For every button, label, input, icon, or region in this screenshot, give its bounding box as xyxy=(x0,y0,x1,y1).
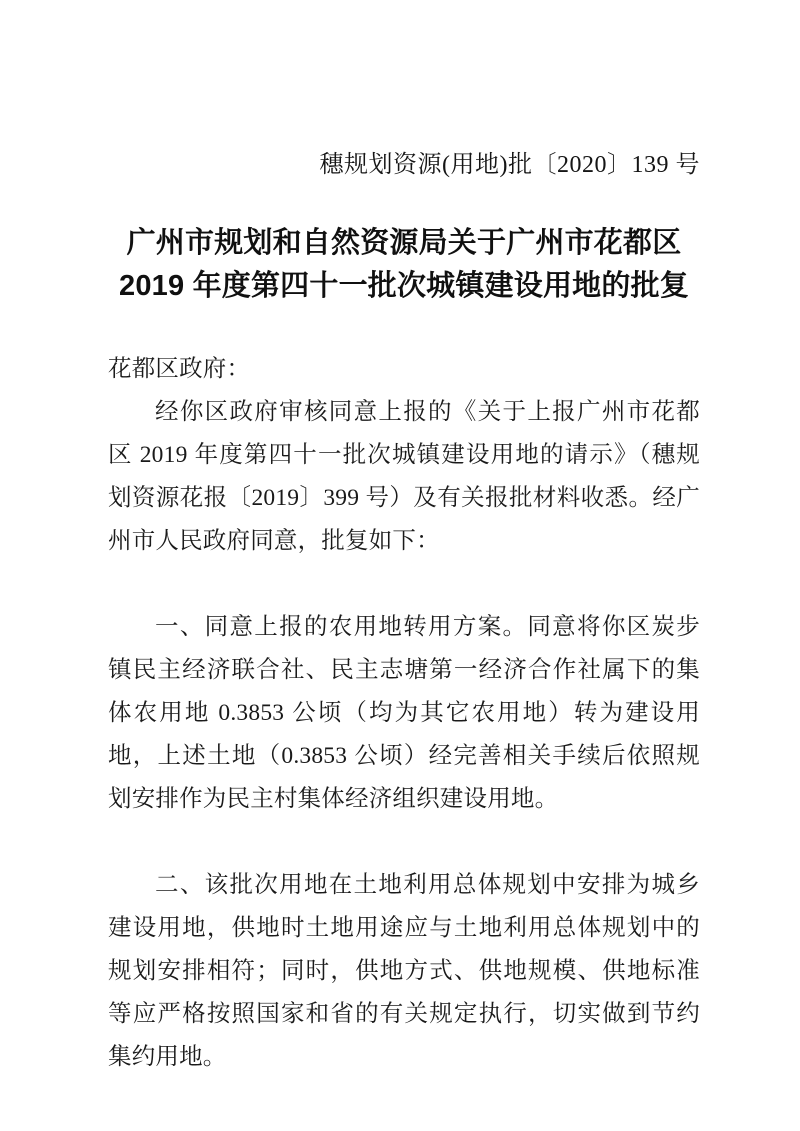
paragraph-item-two: 二、该批次用地在土地利用总体规划中安排为城乡建设用地，供地时土地用途应与土地利用总体规划中的规划安排相符；同时，供地方式、供地规模、供地标准等应严格按照国家和省的有关规定执行，切实做到节约集约用地。 xyxy=(108,872,700,1070)
document-body xyxy=(108,348,700,1079)
document-title xyxy=(108,222,700,308)
document-serial-number: 穗规划资源(用地)批〔2020〕139 号 xyxy=(319,152,700,178)
document-title-line-1: 广州市规划和自然资源局关于广州市花都区 xyxy=(126,227,682,259)
document-title-line-2: 2019 年度第四十一批次城镇建设用地的批复 xyxy=(119,270,689,302)
salutation: 花都区政府： xyxy=(108,356,251,382)
paragraph-item-one: 一、同意上报的农用地转用方案。同意将你区炭步镇民主经济联合社、民主志塘第一经济合作社属下的集体农用地 0.3853 公顷（均为其它农用地）转为建设用地，上述土地（0.3853 公顷）经完善相关手续后依照规划安排作为民主村集体经济组织建设用地。 xyxy=(108,614,700,812)
paragraph-preamble: 经你区政府审核同意上报的《关于上报广州市花都区 2019 年度第四十一批次城镇建设用地的请示》（穗规划资源花报〔2019〕399 号）及有关报批材料收悉。经广州市人民政府同意，批复如下： xyxy=(108,399,700,554)
